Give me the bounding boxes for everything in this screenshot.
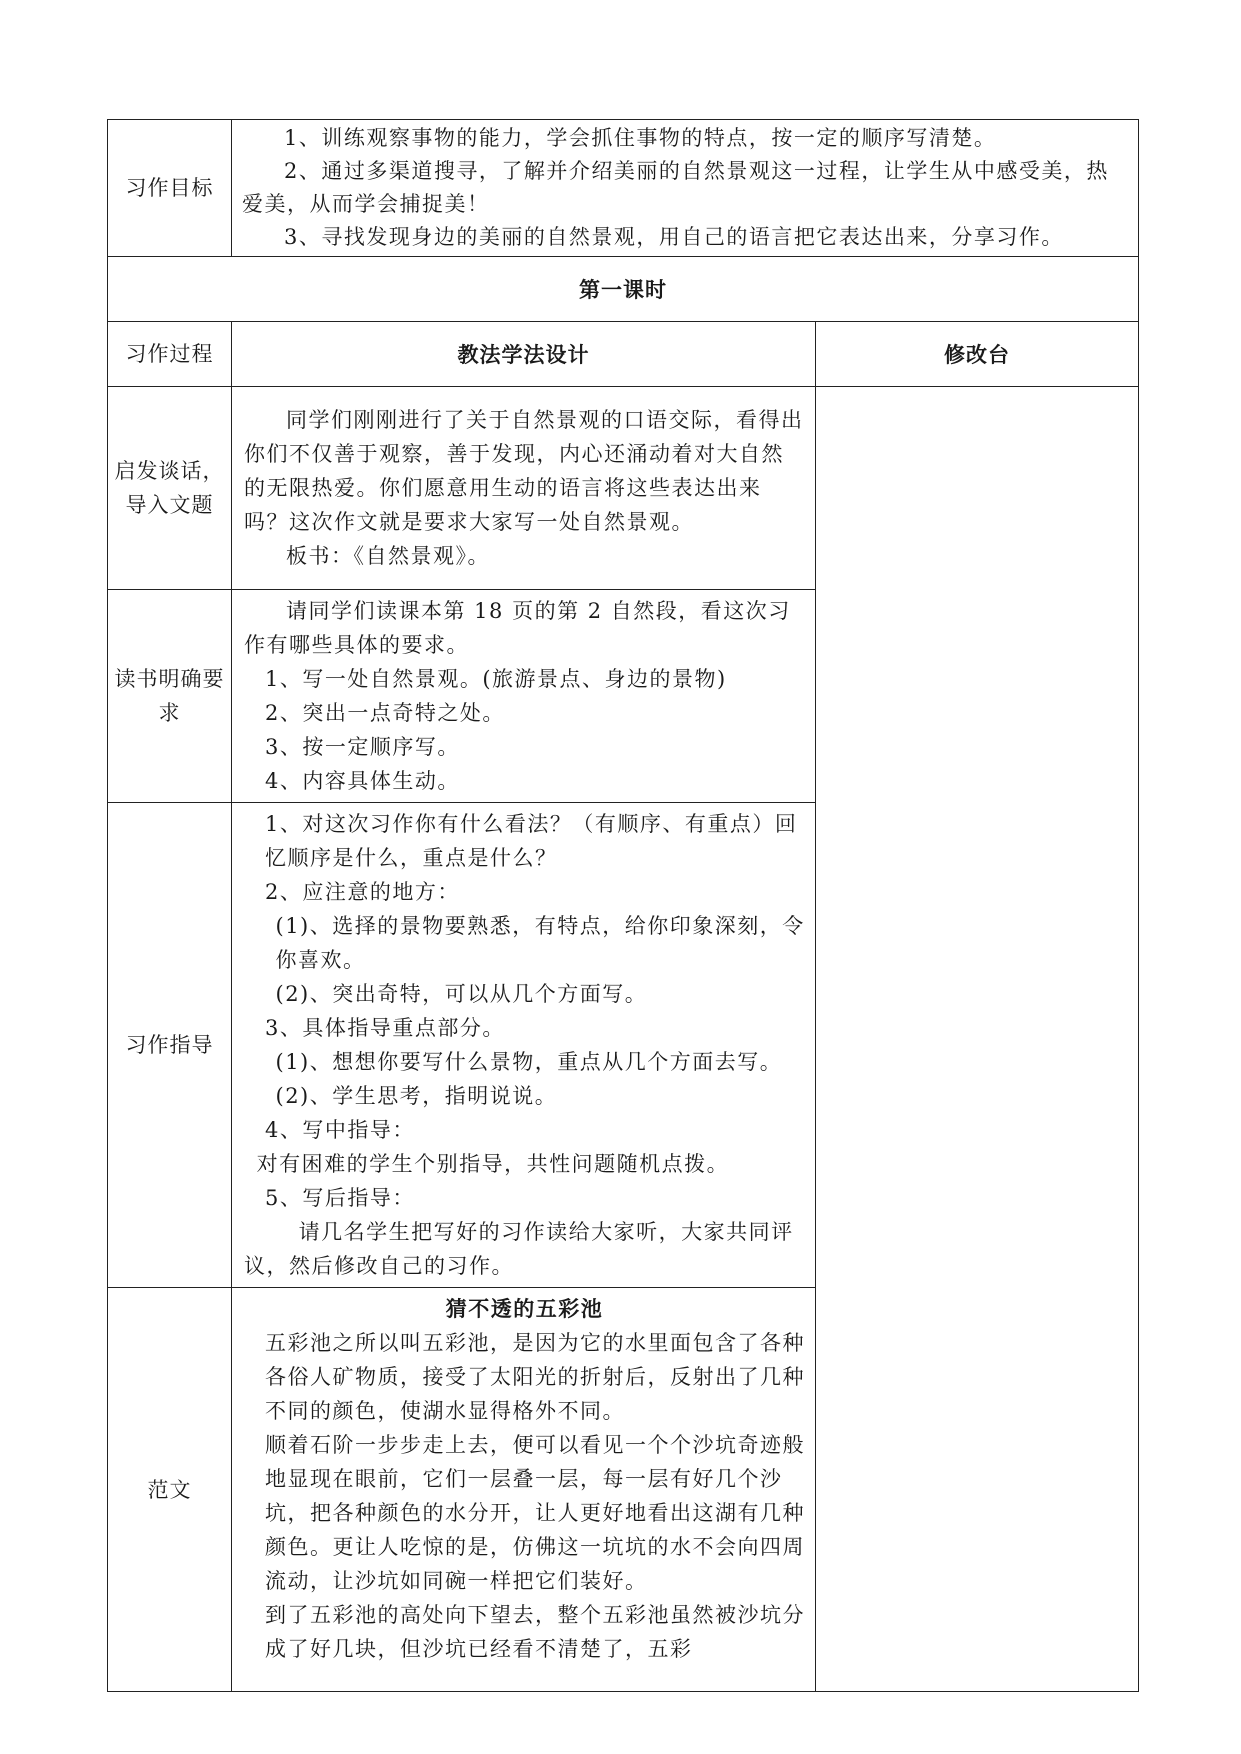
guidance-line: (2)、突出奇特，可以从几个方面写。 (275, 982, 648, 1006)
essay-paragraph: 五彩池之所以叫五彩池，是因为它的水里面包含了各种各俗人矿物质，接受了太阳光的折射后，反射出了几种不同的颜色，使湖水显得格外不同。 (265, 1331, 805, 1423)
goal-item: 1、训练观察事物的能力，学会抓住事物的特点，按一定的顺序写清楚。 (284, 126, 997, 150)
goal-row (108, 120, 1139, 257)
lesson-plan-table (107, 119, 1139, 1692)
guidance-content (232, 803, 816, 1288)
essay-paragraph: 到了五彩池的高处向下望去，整个五彩池虽然被沙坑分成了好几块，但沙坑已经看不清楚了，五彩 (265, 1603, 805, 1661)
intro-board: 板书：《自然景观》。 (286, 544, 490, 568)
header-revision: 修改台 (816, 322, 1139, 387)
guidance-line: (1)、选择的景物要熟悉，有特点，给你印象深刻，令你喜欢。 (275, 914, 805, 972)
guidance-line: 1、对这次习作你有什么看法？（有顺序、有重点）回忆顺序是什么，重点是什么？ (265, 812, 798, 870)
reading-content (232, 590, 816, 803)
guidance-line: 3、具体指导重点部分。 (265, 1016, 505, 1040)
header-row (108, 322, 1139, 387)
reading-item: 1、写一处自然景观。(旅游景点、身边的景物) (265, 667, 727, 691)
guidance-line: 请几名学生把写好的习作读给大家听，大家共同评议，然后修改自己的习作。 (244, 1220, 794, 1278)
reading-paragraph: 请同学们读课本第 18 页的第 2 自然段，看这次习作有哪些具体的要求。 (244, 599, 791, 657)
essay-paragraph: 顺着石阶一步步走上去，便可以看见一个个沙坑奇迹般地显现在眼前，它们一层叠一层，每一层有好几个沙坑，把各种颜色的水分开，让人更好地看出这湖有几种颜色。更让人吃惊的是，仿佛这一坑坑的水不会向四周流动，让沙坑如同碗一样把它们装好。 (265, 1433, 805, 1593)
model-label: 范文 (108, 1288, 232, 1692)
goal-item: 3、寻找发现身边的美丽的自然景观，用自己的语言把它表达出来，分享习作。 (284, 225, 1064, 249)
goal-item: 2、通过多渠道搜寻，了解并介绍美丽的自然景观这一过程，让学生从中感受美，热爱美，从而学会捕捉美！ (242, 159, 1109, 216)
revision-area (816, 387, 1139, 1692)
goal-label: 习作目标 (108, 120, 232, 257)
header-method: 教法学法设计 (232, 322, 816, 387)
guidance-line: 2、应注意的地方： (265, 880, 460, 904)
lesson-title-row (108, 257, 1139, 322)
intro-paragraph: 同学们刚刚进行了关于自然景观的口语交际，看得出你们不仅善于观察，善于发现，内心还涌动着对大自然的无限热爱。你们愿意用生动的语言将这些表达出来吗？这次作文就是要求大家写一处自然景观。 (244, 408, 804, 534)
reading-item: 4、内容具体生动。 (265, 769, 460, 793)
guidance-line: (1)、想想你要写什么景物，重点从几个方面去写。 (275, 1050, 783, 1074)
model-content (232, 1288, 816, 1692)
guidance-line: 对有困难的学生个别指导，共性问题随机点拨。 (256, 1152, 730, 1176)
guidance-line: 4、写中指导： (265, 1118, 415, 1142)
guidance-label: 习作指导 (108, 803, 232, 1288)
reading-item: 3、按一定顺序写。 (265, 735, 460, 759)
goal-content (232, 120, 1139, 257)
reading-item: 2、突出一点奇特之处。 (265, 701, 505, 725)
reading-label: 读书明确要求 (108, 590, 232, 803)
essay-title: 猜不透的五彩池 (445, 1297, 604, 1321)
lesson-title: 第一课时 (108, 257, 1139, 322)
intro-row (108, 387, 1139, 590)
intro-label: 启发谈话，导入文题 (108, 387, 232, 590)
header-process: 习作过程 (108, 322, 232, 387)
intro-content (232, 387, 816, 590)
guidance-line: 5、写后指导： (265, 1186, 415, 1210)
guidance-line: (2)、学生思考，指明说说。 (275, 1084, 558, 1108)
